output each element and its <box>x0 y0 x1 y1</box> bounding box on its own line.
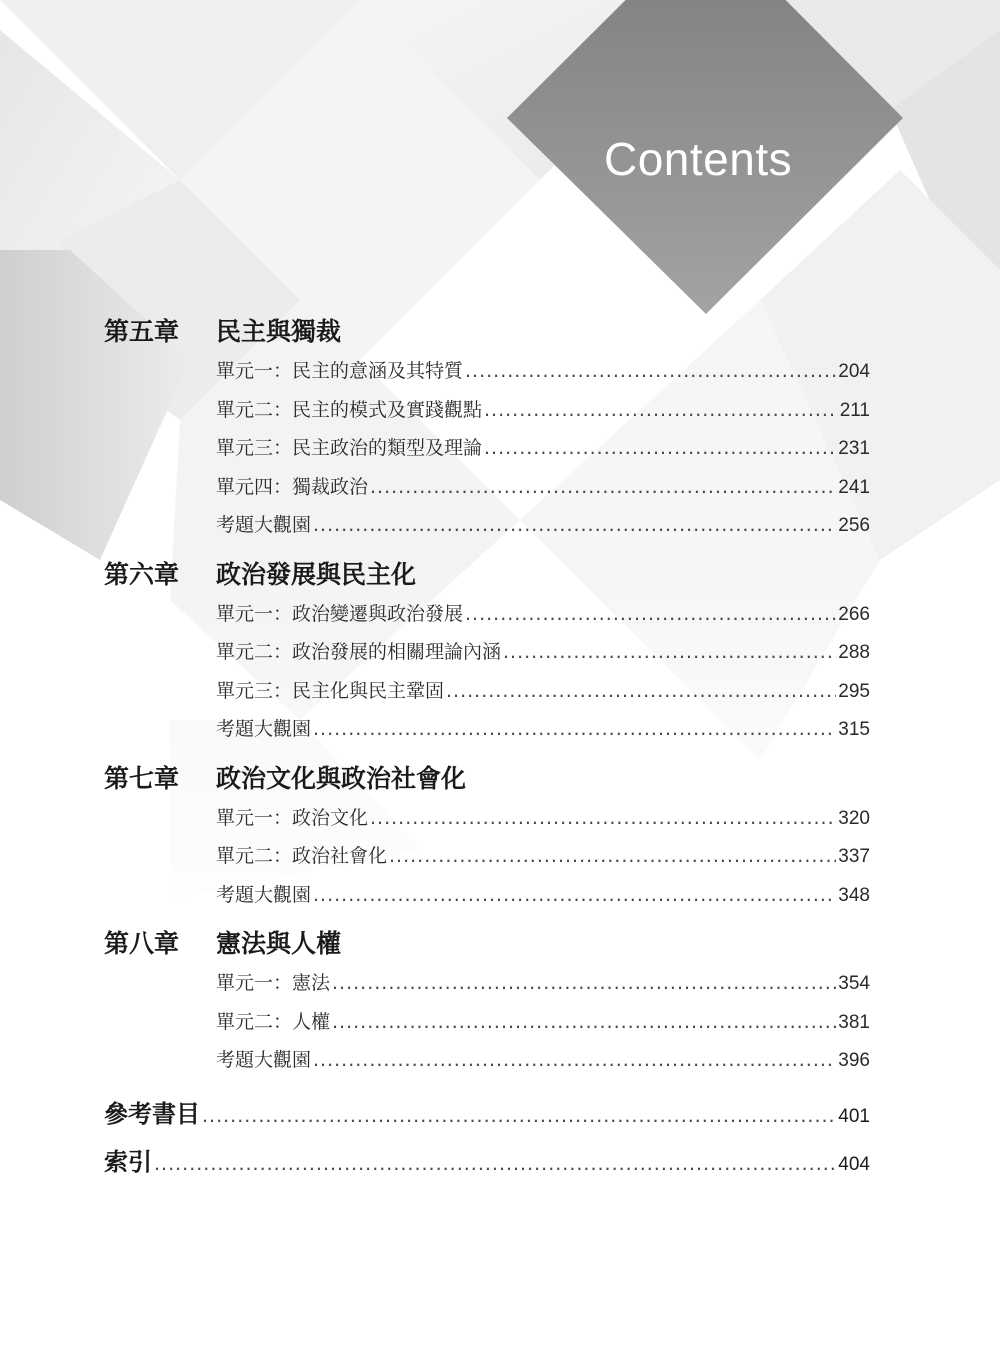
toc-entry[interactable] <box>104 352 870 391</box>
dot-leader <box>484 429 836 468</box>
dot-leader <box>465 595 836 634</box>
chapter-section <box>104 924 870 1080</box>
toc-entry[interactable] <box>104 429 870 468</box>
entry-label: 單元四：獨裁政治 <box>216 475 369 498</box>
toc-entry[interactable] <box>104 1003 870 1042</box>
toc-entry[interactable] <box>104 1041 870 1080</box>
chapter-heading <box>104 312 870 352</box>
entry-page-number: 315 <box>838 719 870 740</box>
chapter-heading <box>104 759 870 799</box>
back-matter-page-number: 401 <box>838 1105 870 1127</box>
entry-label: 考題大觀園 <box>216 883 312 906</box>
entry-label: 考題大觀園 <box>216 514 312 536</box>
dot-leader <box>503 633 836 672</box>
entry-page-number: 320 <box>838 807 870 829</box>
entry-label: 單元二：人權 <box>216 1010 331 1033</box>
entry-page-number: 211 <box>839 399 870 421</box>
dot-leader <box>332 964 836 1003</box>
entry-page-number: 337 <box>838 846 870 867</box>
back-matter-entry[interactable] <box>104 1090 870 1138</box>
entry-label: 考題大觀園 <box>216 718 312 740</box>
chapter-heading <box>104 924 870 964</box>
chapter-number: 第五章 <box>104 317 180 346</box>
entry-page-number: 241 <box>838 476 870 498</box>
dot-leader <box>389 837 836 876</box>
dot-leader <box>313 506 836 545</box>
entry-label: 單元一：政治變遷與政治發展 <box>216 602 464 625</box>
back-matter-entry[interactable] <box>104 1138 870 1186</box>
toc-entry[interactable] <box>104 468 870 507</box>
chapter-heading <box>104 555 870 595</box>
toc-entry[interactable] <box>104 710 870 749</box>
toc-entry[interactable] <box>104 391 870 430</box>
entry-page-number: 295 <box>838 680 870 702</box>
toc-entry[interactable] <box>104 837 870 876</box>
entry-page-number: 204 <box>838 361 870 382</box>
chapter-title: 政治發展與民主化 <box>216 559 417 589</box>
entry-label: 單元二：政治發展的相關理論內涵 <box>216 641 502 663</box>
toc-entry[interactable] <box>104 506 870 545</box>
dot-leader <box>313 710 836 749</box>
toc-entry[interactable] <box>104 964 870 1003</box>
dot-leader <box>370 468 836 507</box>
toc-entry[interactable] <box>104 672 870 711</box>
chapter-title: 政治文化與政治社會化 <box>216 763 467 793</box>
back-matter-label: 參考書目 <box>104 1099 200 1128</box>
dot-leader <box>484 391 838 430</box>
chapter-title: 憲法與人權 <box>216 929 342 958</box>
entry-page-number: 396 <box>838 1050 870 1071</box>
entry-label: 單元一：民主的意涵及其特質 <box>216 360 464 382</box>
entry-label: 單元三：民主化與民主鞏固 <box>216 679 445 702</box>
dot-leader <box>446 672 836 711</box>
entry-label: 單元一：憲法 <box>216 972 331 994</box>
dot-leader <box>202 1092 836 1140</box>
dot-leader <box>465 352 836 391</box>
toc-entry[interactable] <box>104 595 870 634</box>
entry-page-number: 348 <box>838 884 870 906</box>
back-matter-label: 索引 <box>104 1147 152 1176</box>
dot-leader <box>313 876 836 915</box>
entry-label: 單元三：民主政治的類型及理論 <box>216 437 483 459</box>
back-matter-page-number: 404 <box>838 1153 870 1175</box>
dot-leader <box>313 1041 836 1080</box>
entry-page-number: 231 <box>838 438 870 459</box>
back-matter-list <box>104 1090 870 1186</box>
entry-page-number: 381 <box>838 1011 870 1033</box>
page-title: Contents <box>604 133 793 185</box>
table-of-contents <box>104 312 870 1186</box>
chapter-title: 民主與獨裁 <box>216 317 342 346</box>
entry-label: 單元一：政治文化 <box>216 806 369 829</box>
entry-label: 考題大觀園 <box>216 1049 312 1071</box>
chapter-section <box>104 555 870 749</box>
dot-leader <box>332 1003 836 1042</box>
toc-entry[interactable] <box>104 876 870 915</box>
entry-label: 單元二：民主的模式及實踐觀點 <box>216 398 483 421</box>
chapter-number: 第七章 <box>104 763 180 793</box>
dot-leader <box>370 799 836 838</box>
entry-label: 單元二：政治社會化 <box>216 845 388 867</box>
entry-page-number: 354 <box>838 973 870 994</box>
entry-page-number: 288 <box>838 642 870 663</box>
dot-leader <box>154 1140 836 1188</box>
chapter-section <box>104 759 870 915</box>
entry-page-number: 256 <box>838 515 870 536</box>
chapter-list <box>104 312 870 1080</box>
chapter-section <box>104 312 870 545</box>
toc-entry[interactable] <box>104 633 870 672</box>
toc-entry[interactable] <box>104 799 870 838</box>
chapter-number: 第六章 <box>104 559 180 589</box>
chapter-number: 第八章 <box>104 929 180 958</box>
entry-page-number: 266 <box>838 603 870 625</box>
